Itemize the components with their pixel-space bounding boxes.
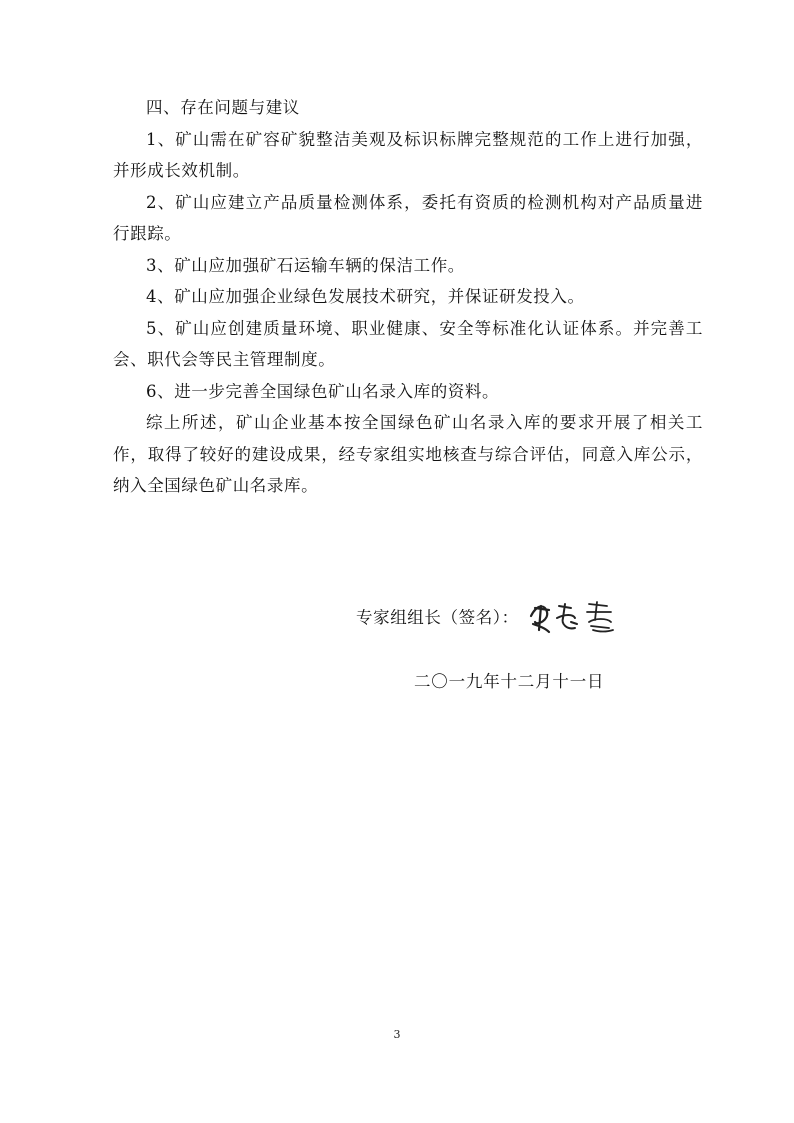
document-date: 二〇一九年十二月十一日	[414, 672, 605, 691]
suggestion-item-2: 2、矿山应建立产品质量检测体系，委托有资质的检测机构对产品质量进行跟踪。	[113, 192, 703, 243]
handwritten-signature	[527, 596, 619, 636]
suggestion-item-5: 5、矿山应创建质量环境、职业健康、安全等标准化认证体系。并完善工会、职代会等民主管理制度。	[113, 318, 703, 369]
suggestion-item-4: 4、矿山应加强企业绿色发展技术研究，并保证研发投入。	[146, 287, 585, 306]
suggestion-item-6: 6、进一步完善全国绿色矿山名录入库的资料。	[146, 381, 500, 401]
summary-paragraph: 综上所述，矿山企业基本按全国绿色矿山名录入库的要求开展了相关工作，取得了较好的建设成果，经专家组实地核查与综合评估，同意入库公示，纳入全国绿色矿山名录库。	[113, 413, 703, 495]
signature-label: 专家组组长（签名）：	[356, 608, 519, 627]
suggestion-item-3: 3、矿山应加强矿石运输车辆的保洁工作。	[146, 255, 465, 275]
document-body	[113, 92, 703, 502]
signature-row	[356, 596, 619, 636]
suggestion-item-1: 1、矿山需在矿容矿貌整洁美观及标识标牌完整规范的工作上进行加强，并形成长效机制。	[113, 129, 703, 180]
page-number: 3	[393, 1028, 401, 1041]
section-heading: 四、存在问题与建议	[146, 98, 300, 117]
